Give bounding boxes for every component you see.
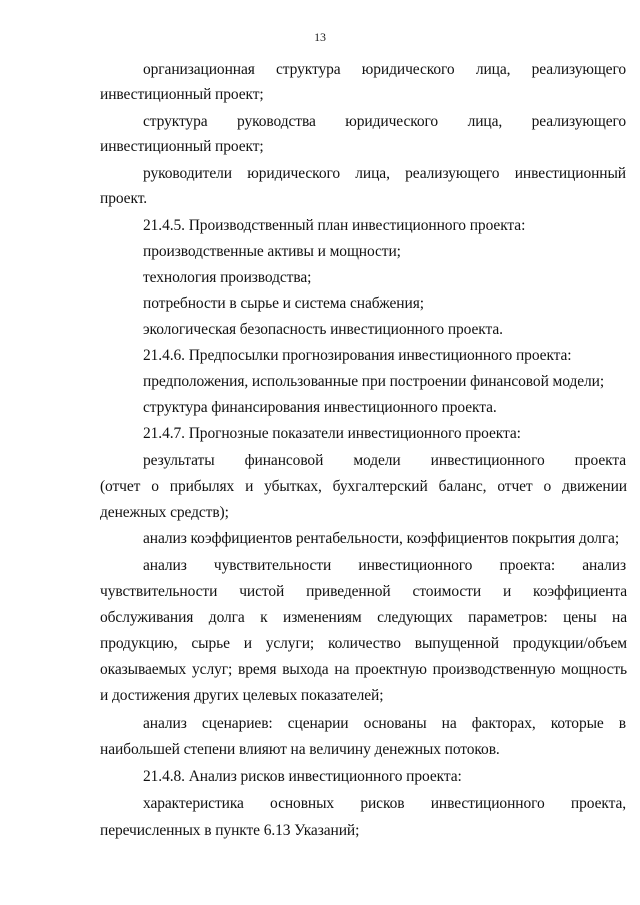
text-line: денежных средств);: [100, 504, 229, 521]
text-line: экологическая безопасность инвестиционного проекта.: [143, 321, 503, 338]
text-line: оказываемых услуг; время выхода на проектную производственную мощность: [100, 661, 627, 678]
text-line: организационная структура юридического лица, реализующего: [143, 61, 626, 78]
text-line: руководители юридического лица, реализующего инвестиционный: [143, 165, 626, 182]
page-number: 13: [314, 30, 326, 44]
text-line: анализ сценариев: сценарии основаны на факторах, которые в: [143, 715, 626, 732]
section-heading: 21.4.5. Производственный план инвестиционного проекта:: [143, 217, 526, 234]
text-line: предположения, использованные при построении финансовой модели;: [143, 373, 605, 390]
section-heading: 21.4.7. Прогнозные показатели инвестиционного проекта:: [143, 425, 521, 442]
text-line: обслуживания долга к изменениям следующих параметров: цены на: [100, 609, 627, 626]
text-line: структура руководства юридического лица, реализующего: [143, 113, 626, 130]
text-line: и достижения других целевых показателей;: [100, 687, 384, 704]
text-line: инвестиционный проект;: [100, 138, 264, 155]
text-line: перечисленных в пункте 6.13 Указаний;: [100, 822, 360, 839]
text-line: проект.: [100, 190, 147, 207]
section-heading: 21.4.8. Анализ рисков инвестиционного проекта:: [143, 768, 462, 785]
text-line: результаты финансовой модели инвестиционного проекта: [143, 452, 626, 469]
text-line: наибольшей степени влияют на величину денежных потоков.: [100, 741, 500, 758]
text-line: структура финансирования инвестиционного проекта.: [143, 399, 497, 416]
text-line: инвестиционный проект;: [100, 86, 264, 103]
text-line: чувствительности чистой приведенной стоимости и коэффициента: [100, 583, 627, 600]
section-heading: 21.4.6. Предпосылки прогнозирования инвестиционного проекта:: [143, 347, 572, 364]
text-line: анализ коэффициентов рентабельности, коэффициентов покрытия долга;: [143, 530, 620, 547]
text-line: производственные активы и мощности;: [143, 243, 401, 260]
text-line: технология производства;: [143, 269, 312, 286]
text-line: характеристика основных рисков инвестиционного проекта,: [143, 795, 626, 812]
text-line: продукцию, сырье и услуги; количество выпущенной продукции/объем: [100, 635, 627, 652]
text-line: (отчет о прибылях и убытках, бухгалтерский баланс, отчет о движении: [100, 478, 627, 495]
text-line: анализ чувствительности инвестиционного проекта: анализ: [143, 557, 626, 574]
text-line: потребности в сырье и система снабжения;: [143, 295, 424, 312]
